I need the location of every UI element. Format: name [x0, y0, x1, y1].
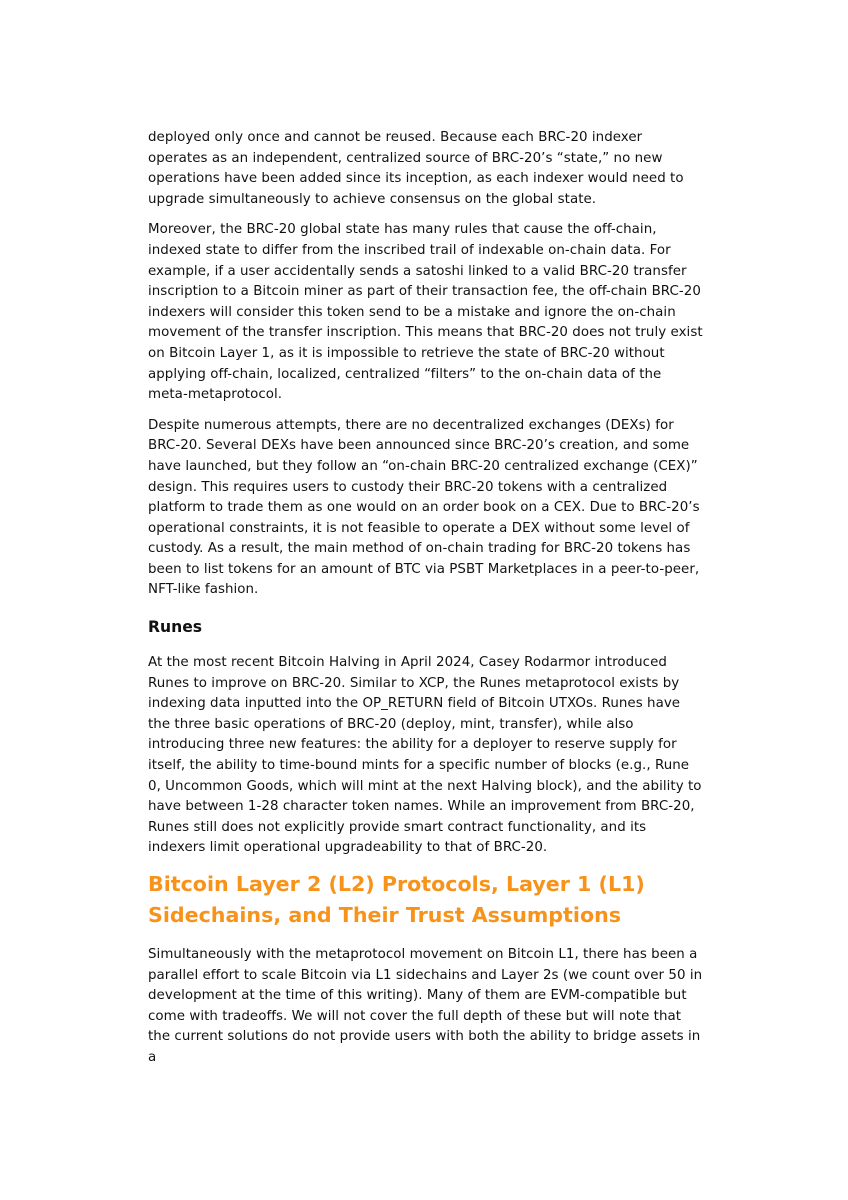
paragraph-brc20-dex: Despite numerous attempts, there are no decentralized exchanges (DEXs) for BRC-20. Several DEXs have been announced since BRC-20’s creation, and some have launched, but they follow an “on-chain BRC-20 centralized exchange (CEX)” design. This requires users to custody their BRC-20 tokens with a centralized platform to trade them as one would on an order book on a CEX. Due to BRC-20’s operational constraints, it is not feasible to operate a DEX without some level of custody. As a result, the main method of on-chain trading for BRC-20 tokens has been to list tokens for an amount of BTC via PSBT Marketplaces in a peer-to-peer, NFT-like fashion.	[148, 417, 700, 598]
document-page	[148, 128, 704, 1079]
l2-section-heading: Bitcoin Layer 2 (L2) Protocols, Layer 1 (L1) Sidechains, and Their Trust Assumptions	[148, 872, 645, 927]
paragraph-runes: At the most recent Bitcoin Halving in April 2024, Casey Rodarmor introduced Runes to improve on BRC-20. Similar to XCP, the Runes metaprotocol exists by indexing data inputted into the OP_RETURN field of Bitcoin UTXOs. Runes have the three basic operations of BRC-20 (deploy, mint, transfer), while also introducing three new features: the ability for a deployer to reserve supply for itself, the ability to time-bound mints for a specific number of blocks (e.g., Rune 0, Uncommon Goods, which will mint at the next Halving block), and the ability to have between 1-28 character token names. While an improvement from BRC-20, Runes still does not explicitly provide smart contract functionality, and its indexers limit operational upgradeability to that of BRC-20.	[148, 655, 702, 856]
paragraph-brc20-indexer: deployed only once and cannot be reused. Because each BRC-20 indexer operates as an independent, centralized source of BRC-20’s “state,” no new operations have been added since its inception, as each indexer would need to upgrade simultaneously to achieve consensus on the global state.	[148, 130, 684, 207]
paragraph-l2-intro: Simultaneously with the metaprotocol movement on Bitcoin L1, there has been a parallel effort to scale Bitcoin via L1 sidechains and Layer 2s (we count over 50 in development at the time of this writing). Many of them are EVM-compatible but come with tradeoffs. We will not cover the full depth of these but will note that the current solutions do not provide users with both the ability to bridge assets in a	[148, 947, 703, 1065]
runes-heading: Runes	[148, 618, 203, 637]
paragraph-brc20-global-state: Moreover, the BRC-20 global state has many rules that cause the off-chain, indexed state to differ from the inscribed trail of indexable on-chain data. For example, if a user accidentally sends a satoshi linked to a valid BRC-20 transfer inscription to a Bitcoin miner as part of their transaction fee, the off-chain BRC-20 indexers will consider this token send to be a mistake and ignore the on-chain movement of the transfer inscription. This means that BRC-20 does not truly exist on Bitcoin Layer 1, as it is impossible to retrieve the state of BRC-20 without applying off-chain, localized, centralized “filters” to the on-chain data of the meta-metaprotocol.	[148, 222, 703, 403]
